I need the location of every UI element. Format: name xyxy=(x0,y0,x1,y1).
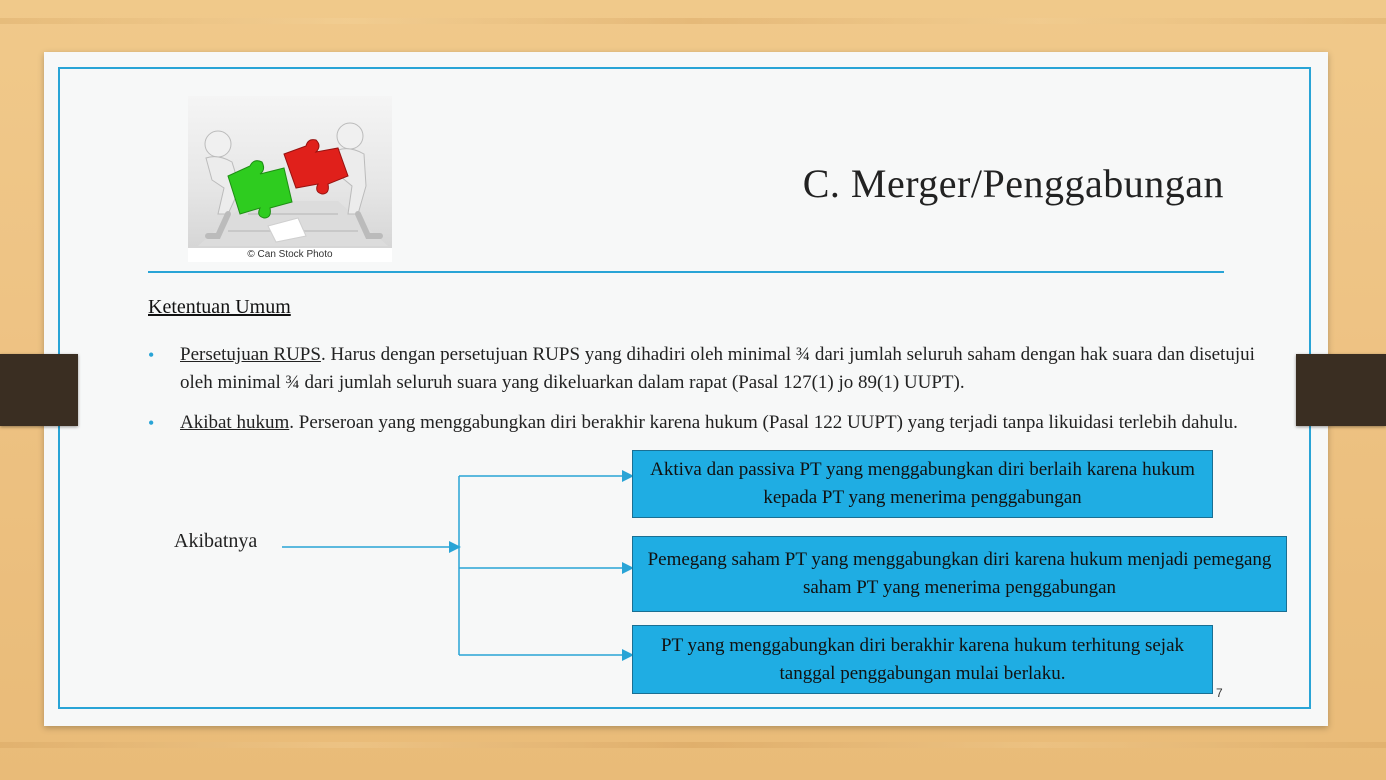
bullet-dot-icon: • xyxy=(148,345,155,365)
slide-title: C. Merger/Penggabungan xyxy=(802,161,1224,206)
bullet-dot-icon: • xyxy=(148,413,155,433)
diagram-box: Aktiva dan passiva PT yang menggabungkan diri berlaih karena hukum kepada PT yang menerima penggabungan xyxy=(632,450,1213,518)
page-number: 7 xyxy=(1216,686,1223,700)
photo-credit: © Can Stock Photo xyxy=(188,248,392,262)
section-heading: Ketentuan Umum xyxy=(148,296,291,318)
diagram-box: PT yang menggabungkan diri berakhir karena hukum terhitung sejak tanggal penggabungan mulai berlaku. xyxy=(632,625,1213,694)
bullet-body: . Perseroan yang menggabungkan diri berakhir karena hukum (Pasal 122 UUPT) yang terjadi tanpa likuidasi terlebih dahulu. xyxy=(289,412,1238,433)
bullet-term: Persetujuan RUPS xyxy=(180,344,321,365)
bullet-term: Akibat hukum xyxy=(180,412,290,433)
diagram-source-label: Akibatnya xyxy=(174,530,258,552)
diagram-box: Pemegang saham PT yang menggabungkan diri karena hukum menjadi pemegang saham PT yang menerima penggabungan xyxy=(632,536,1287,612)
bullet-body: . Harus dengan persetujuan RUPS yang dihadiri oleh minimal ¾ dari jumlah seluruh saham dengan hak suara dan disetujui oleh minimal ¾ dari jumlah seluruh suara yang dikeluarkan dalam rapat (Pasal 127(1) jo 89(1) UUPT). xyxy=(180,344,1255,393)
